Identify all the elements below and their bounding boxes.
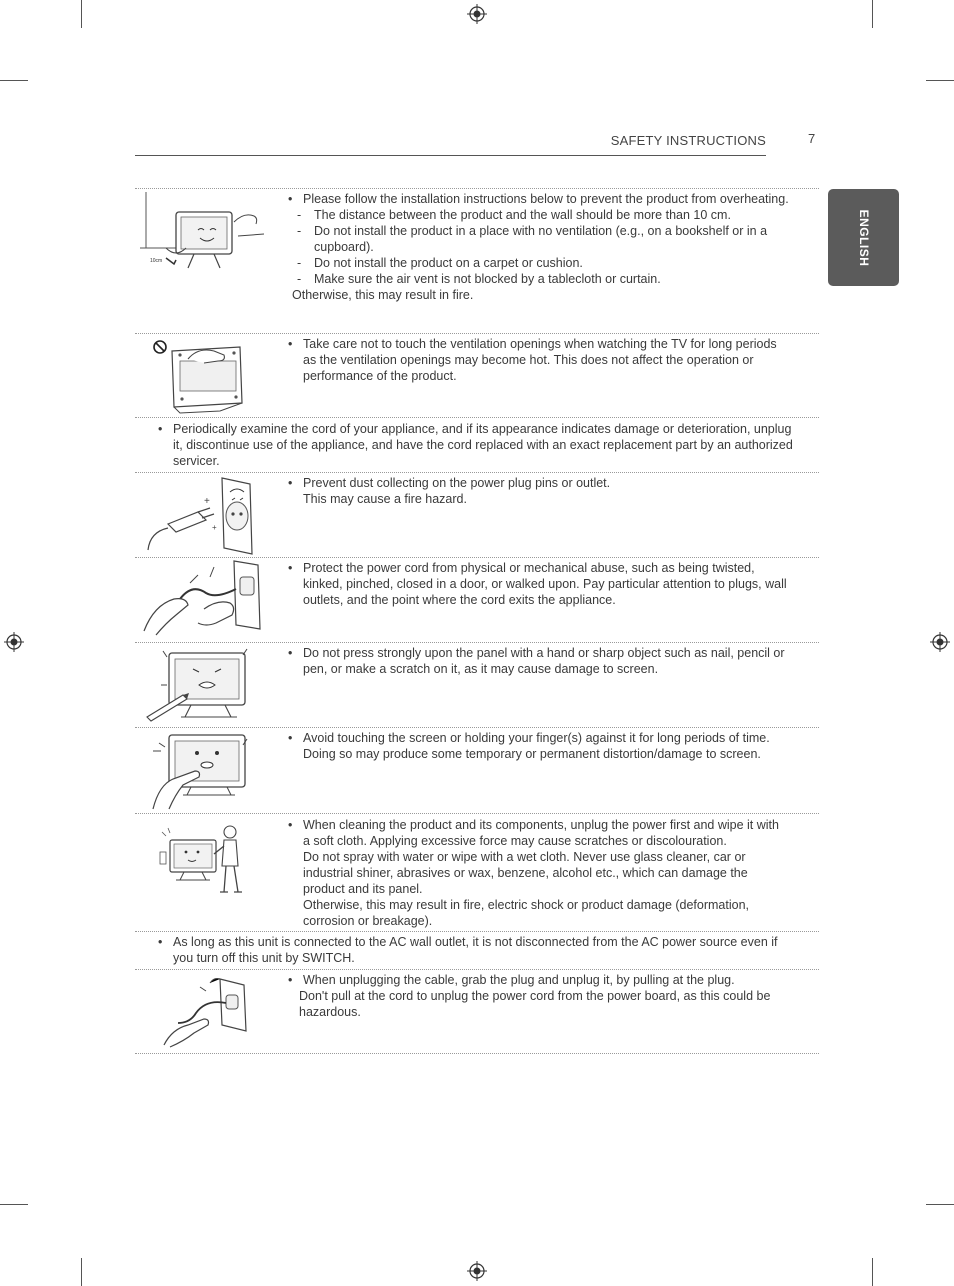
bullet-text: • Do not press strongly upon the panel with a hand or sharp object such as nail, pencil or pen, or make a scratch on it, as it may cause damage to screen. <box>287 645 807 677</box>
bullet-text: • Protect the power cord from physical or mechanical abuse, such as being twisted, kinked, pinched, closed in a door, or walked upon. Pay particular attention to plugs, wall outlets, and the point where the cord exits the appliance. <box>287 560 797 608</box>
cleaning-tv-illustration <box>156 822 246 896</box>
language-tab <box>828 189 899 286</box>
row-separator <box>135 472 819 473</box>
twisted-cord-illustration <box>140 559 262 641</box>
row-separator <box>135 333 819 334</box>
registration-mark-icon <box>467 4 487 24</box>
crop-mark-top-right-h <box>926 80 954 81</box>
tv-vent-touch-illustration <box>150 337 250 415</box>
dash-text: - Do not install the product in a place with no ventilation (e.g., on a bookshelf or in a cupboard). <box>287 223 807 255</box>
crop-mark-bottom-left-h <box>0 1204 28 1205</box>
crop-mark-bottom-right-h <box>926 1204 954 1205</box>
safety-item-10 <box>287 972 807 1020</box>
row-separator <box>135 969 819 970</box>
bullet-text: • Take care not to touch the ventilation openings when watching the TV for long periods as the ventilation openings may become hot. This does not affect the operation or performance of the product. <box>287 336 787 384</box>
row-separator <box>135 557 819 558</box>
crop-mark-bottom-right-v <box>872 1258 873 1286</box>
tv-wall-clearance-illustration <box>138 190 266 272</box>
safety-item-9 <box>157 934 797 966</box>
row-separator <box>135 417 819 418</box>
dash-text: - The distance between the product and the wall should be more than 10 cm. <box>287 207 807 223</box>
continuation-text: Otherwise, this may result in fire, electric shock or product damage (deformation, corrosion or breakage). <box>303 898 750 928</box>
crop-mark-top-left-v <box>81 0 82 28</box>
row-separator <box>135 642 819 643</box>
header-rule <box>135 155 766 156</box>
svg-text:+: + <box>204 496 210 507</box>
tail-text: Otherwise, this may result in fire. <box>292 288 474 302</box>
bullet-text: • When cleaning the product and its components, unplug the power first and wipe it with a soft cloth. Applying excessive force may cause scratches or discolouration. <box>287 817 787 849</box>
crop-mark-top-left-h <box>0 80 28 81</box>
crop-mark-bottom-left-v <box>81 1258 82 1286</box>
registration-mark-icon <box>930 632 950 652</box>
row-separator <box>135 188 819 189</box>
finger-on-screen-illustration <box>143 729 253 811</box>
bullet-text: • Avoid touching the screen or holding your finger(s) against it for long periods of time. <box>287 730 807 746</box>
row-separator <box>135 931 819 932</box>
safety-item-8 <box>287 817 787 929</box>
registration-mark-icon <box>4 632 24 652</box>
unplugging-illustration <box>162 973 254 1051</box>
safety-item-1 <box>287 191 807 303</box>
registration-mark-icon <box>467 1261 487 1281</box>
clearance-label: 10cm <box>150 258 163 264</box>
safety-item-4 <box>287 475 787 507</box>
dash-text: - Make sure the air vent is not blocked by a tablecloth or curtain. <box>287 271 807 287</box>
row-separator <box>135 727 819 728</box>
continuation-text: Do not spray with water or wipe with a wet cloth. Never use glass cleaner, car or industrial shiner, abrasives or wax, benzene, alcohol etc., which can damage the product and its panel. <box>303 850 748 896</box>
section-title: SAFETY INSTRUCTIONS <box>610 133 766 148</box>
continuation-text: This may cause a fire hazard. <box>303 492 467 506</box>
screen-scratch-illustration <box>143 645 253 725</box>
row-separator <box>135 1053 819 1054</box>
safety-item-2 <box>287 336 787 384</box>
svg-text:+: + <box>212 523 217 532</box>
continuation-text: Don't pull at the cord to unplug the power cord from the power board, as this could be hazardous. <box>299 989 771 1019</box>
safety-item-5 <box>287 560 797 608</box>
bullet-text: • As long as this unit is connected to the AC wall outlet, it is not disconnected from the AC power source even if you turn off this unit by SWITCH. <box>157 934 797 966</box>
language-tab-label: ENGLISH <box>856 209 871 266</box>
row-separator <box>135 813 819 814</box>
bullet-text: • Prevent dust collecting on the power plug pins or outlet. <box>287 475 787 491</box>
dash-text: - Do not install the product on a carpet or cushion. <box>287 255 807 271</box>
bullet-text: • Please follow the installation instructions below to prevent the product from overheating. <box>287 191 807 207</box>
bullet-text: • Periodically examine the cord of your appliance, and if its appearance indicates damage or deterioration, unplug it, discontinue use of the appliance, and have the cord replaced with an exact replacement part by an authorized servicer. <box>157 421 797 469</box>
crop-mark-top-right-v <box>872 0 873 28</box>
continuation-text: Doing so may produce some temporary or permanent distortion/damage to screen. <box>303 747 761 761</box>
safety-item-3 <box>157 421 797 469</box>
bullet-text: • When unplugging the cable, grab the plug and unplug it, by pulling at the plug. <box>287 972 807 988</box>
page-number: 7 <box>808 131 816 146</box>
dusty-plug-outlet-illustration <box>146 474 256 556</box>
safety-item-7 <box>287 730 807 762</box>
safety-item-6 <box>287 645 807 677</box>
